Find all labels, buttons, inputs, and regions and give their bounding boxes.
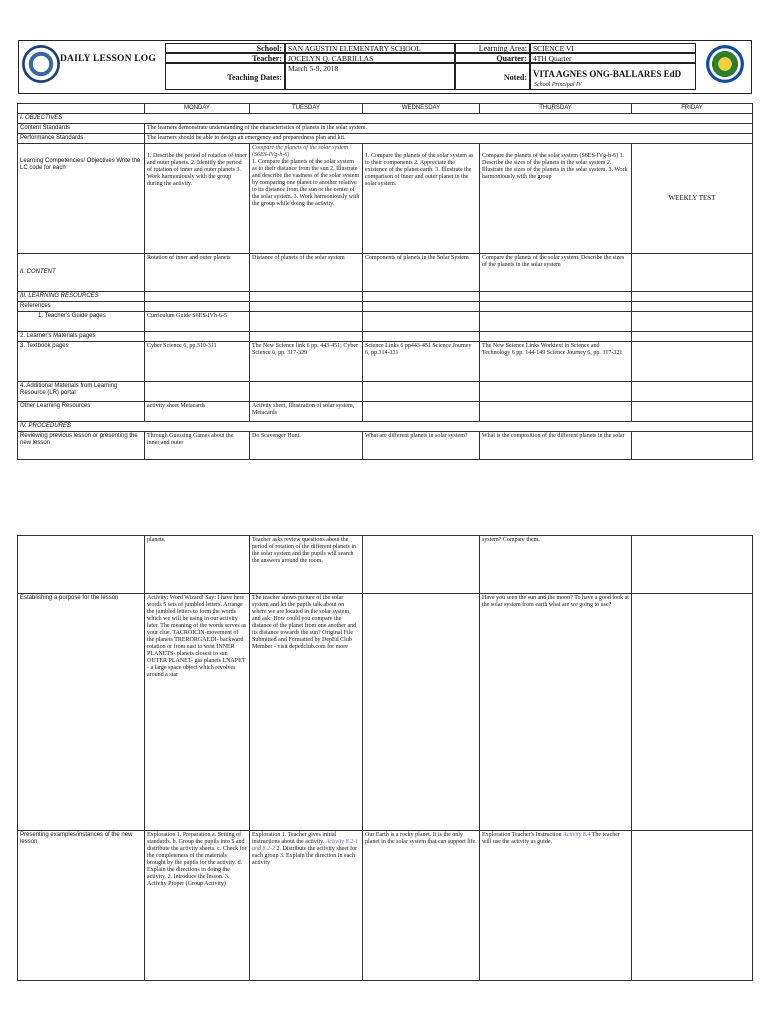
continued-thursday: system? Compare them. [480,536,632,594]
noted-label: Noted: [455,63,530,90]
purpose-label: Establishing a purpose for the lesson [18,594,145,831]
examples-tuesday [250,831,363,981]
competencies-tuesday [250,144,363,254]
references-label: References [18,302,145,312]
day-thursday: THURSDAY [480,104,632,114]
page-two [0,510,768,1024]
textbook-tuesday: The New Science link 6 pp. 443-451; Cyber Science 6, pp. 317-329 [250,342,363,382]
textbook-wednesday: Science Links 6 pp443-451 Science Journey 6, pp.314-331 [363,342,480,382]
content-standards-text: The learners demonstrate understanding of the characteristics of planets in the solar system. [145,124,753,134]
examples-tuesday-intro: Exploration 1. Teacher gives initial instructions about the activity. [252,832,337,845]
review-monday: Through Guessing Games about the inner and outer [145,432,250,460]
principal-name: VITA AGNES ONG-BALLARES EdD [533,69,682,79]
examples-thursday-guide: The teacher will use the activity as guide. [482,832,620,845]
deped-seal-icon [22,45,60,83]
examples-tuesday-activity: Activity 8.2-1 and 8.2-2 [252,839,359,852]
school-value: SAN AGUSTIN ELEMENTARY SCHOOL [285,43,455,53]
compare-note: Compare the planets of the solar system (S6ES-IVg-h-6) [252,145,349,158]
content-wednesday: Components of planets in the Solar System [363,254,480,292]
content-tuesday: Distance of planets of the solar system [250,254,363,292]
performance-standards-label: Performance Standards [18,134,145,144]
examples-thursday-intro: Exploration Teacher's Instruction [482,832,562,838]
quarter-label: Quarter: [455,53,530,63]
document-title: DAILY LESSON LOG [60,54,156,64]
review-thursday: What is the composition of the different planets in the solar [480,432,632,460]
examples-thursday [480,831,632,981]
dates-value: March 5-9, 2018 [285,63,455,90]
lesson-table [17,103,753,460]
teacher-value: JOCELYN Q. CABRILLAS [285,53,455,63]
purpose-monday: Activity: Word Wizard! Say: I have here words 5 sets of jumbled letters. Arrange the jumbled letters to form the words which we will be using in our activity later. The meaning of the words serves as your clue. TACROICIN-movement of the planets TRERORGAEDI- backward rotation or from east to west INNER PLANETS- planets closest to sun OUTER PLANET- gas planets LNAPET - a large space object which revolves around a star [145,594,250,831]
examples-wednesday: Our Earth is a rocky planet. It is the only planet in the solar system that can support life. [363,831,480,981]
content-friday [632,254,753,292]
competencies-label: Learning Competencies/ Objectives Write the LC code for each [18,144,145,254]
day-friday: FRIDAY [632,104,753,114]
textbook-thursday: The New Science Links Worktext in Science and Technology 6 pp. 144-149 Science Journey 6, pp. 317-321 [480,342,632,382]
competencies-monday: 1. Describe the period of rotation of inner and outer planets. 2. Identify the period of rotation of inner and outer planets 3. Work harmoniously with the group during the activity. [145,144,250,254]
examples-monday: Exploration 1. Preparation a. Setting of standards. b. Group the pupils into 5 and distribute the activity sheets. c. Check for the completeness of the materials brought by the pupils for the activity. d. Explain the directions in doing the activity. 2. Introduce the lesson. 3. Activity Proper (Group Activity) [145,831,250,981]
purpose-thursday: Have you seen the sun and the moon? To have a good look at the solar system from earth what are we going to use? [480,594,632,831]
continued-monday: planets. [145,536,250,594]
teacher-label: Teacher: [165,53,285,63]
blank-header [18,104,145,114]
content-heading: II. CONTENT [18,254,145,292]
day-header-row [18,104,753,114]
page-gap [0,500,768,510]
procedures-heading: IV. PROCEDURES [18,422,753,432]
teachers-guide-label: 1. Teacher's Guide pages [18,312,145,332]
content-thursday: Compare the planets of the solar system. Describe the sizes of the planets in the solar system [480,254,632,292]
continued-tuesday: Teacher asks review questions about the period of rotation of the different planets in the solar system and the pupils will search the answers around the room. [250,536,363,594]
day-tuesday: TUESDAY [250,104,363,114]
page-one [0,0,768,500]
school-label: School: [165,43,285,53]
performance-standards-text: The learners should be able to design an emergency and preparedness plan and kit. [145,134,753,144]
area-label: Learning Area: [455,43,530,53]
principal-title: School Principal IV [534,82,582,88]
weekly-test-label: WEEKLY TEST [632,144,753,254]
lesson-table-continued [17,535,753,981]
other-resources-monday: activity sheet Metacards [145,402,250,422]
additional-materials-label: 4. Additional Materials from Learning Resource (LR) portal [18,382,145,402]
competencies-thursday: Compare the planets of the solar system (S6ES-IVg-h-6) 1. Describe the sizes of the planets in the solar system 2. Illustrate the sizes of the planets in the solar system. 3. Work harmoniously with the group [480,144,632,254]
area-value: SCIENCE VI [530,43,696,53]
objectives-heading: I. OBJECTIVES [18,114,753,124]
competencies-wednesday: 1. Compare the planets of the solar system as to their components 2. Appreciate the existence of the planet earth. 3. Illustrate the comparison of inner and outer planet in the solar system. [363,144,480,254]
quarter-value: 4TH Quarter [530,53,696,63]
other-resources-label: Other Learning Resources [18,402,145,422]
examples-thursday-activity: Activity 8.4 [563,832,591,838]
textbook-label: 3. Textbook pages [18,342,145,382]
resources-heading: III. LEARNING RESOURCES [18,292,145,302]
examples-label: Presenting examples/instances of the new lesson [18,831,145,981]
day-monday: MONDAY [145,104,250,114]
purpose-tuesday: The teacher shows picture of the solar system and let the pupils talk about on where we are located in the solar system, and ask: How could you compare the distance of the planet from one another and its distance towards the sun? Original File Submitted and Formatted by DepEd Club Member - visit depedclub.com for more [250,594,363,831]
school-seal-icon [706,45,744,83]
competencies-tuesday-text: 1. Compare the planets of the solar system as to their distance from the sun 2. Illustrate and describe the vastness of the solar system by comparing one planet to another relative to its distance from the sun or the center of the solar system. 3. Work harmoniously with the group while doing the activity. [252,159,360,207]
review-tuesday: Do Scavenger Hunt. [250,432,363,460]
teachers-guide-monday: Curriculum Guide S6ES-IVh-6-5 [145,312,250,332]
examples-tuesday-steps: 2. Distribute the activity sheet for each group 3. Explain the direction in each activity [252,846,358,866]
textbook-monday: Cyber Science 6, pp.310-311 [145,342,250,382]
other-resources-tuesday: Activity sheet, Illustration of solar system, Metacards [250,402,363,422]
dates-label: Teaching Dates: [165,63,285,90]
review-label: Reviewing previous lesson or presenting the new lesson [18,432,145,460]
content-standards-label: Content Standards [18,124,145,134]
review-wednesday: What are different planets in solar system? [363,432,480,460]
content-monday: Rotation of inner and outer planets [145,254,250,292]
day-wednesday: WEDNESDAY [363,104,480,114]
learners-materials-label: 2. Learner's Materials pages [18,332,145,342]
